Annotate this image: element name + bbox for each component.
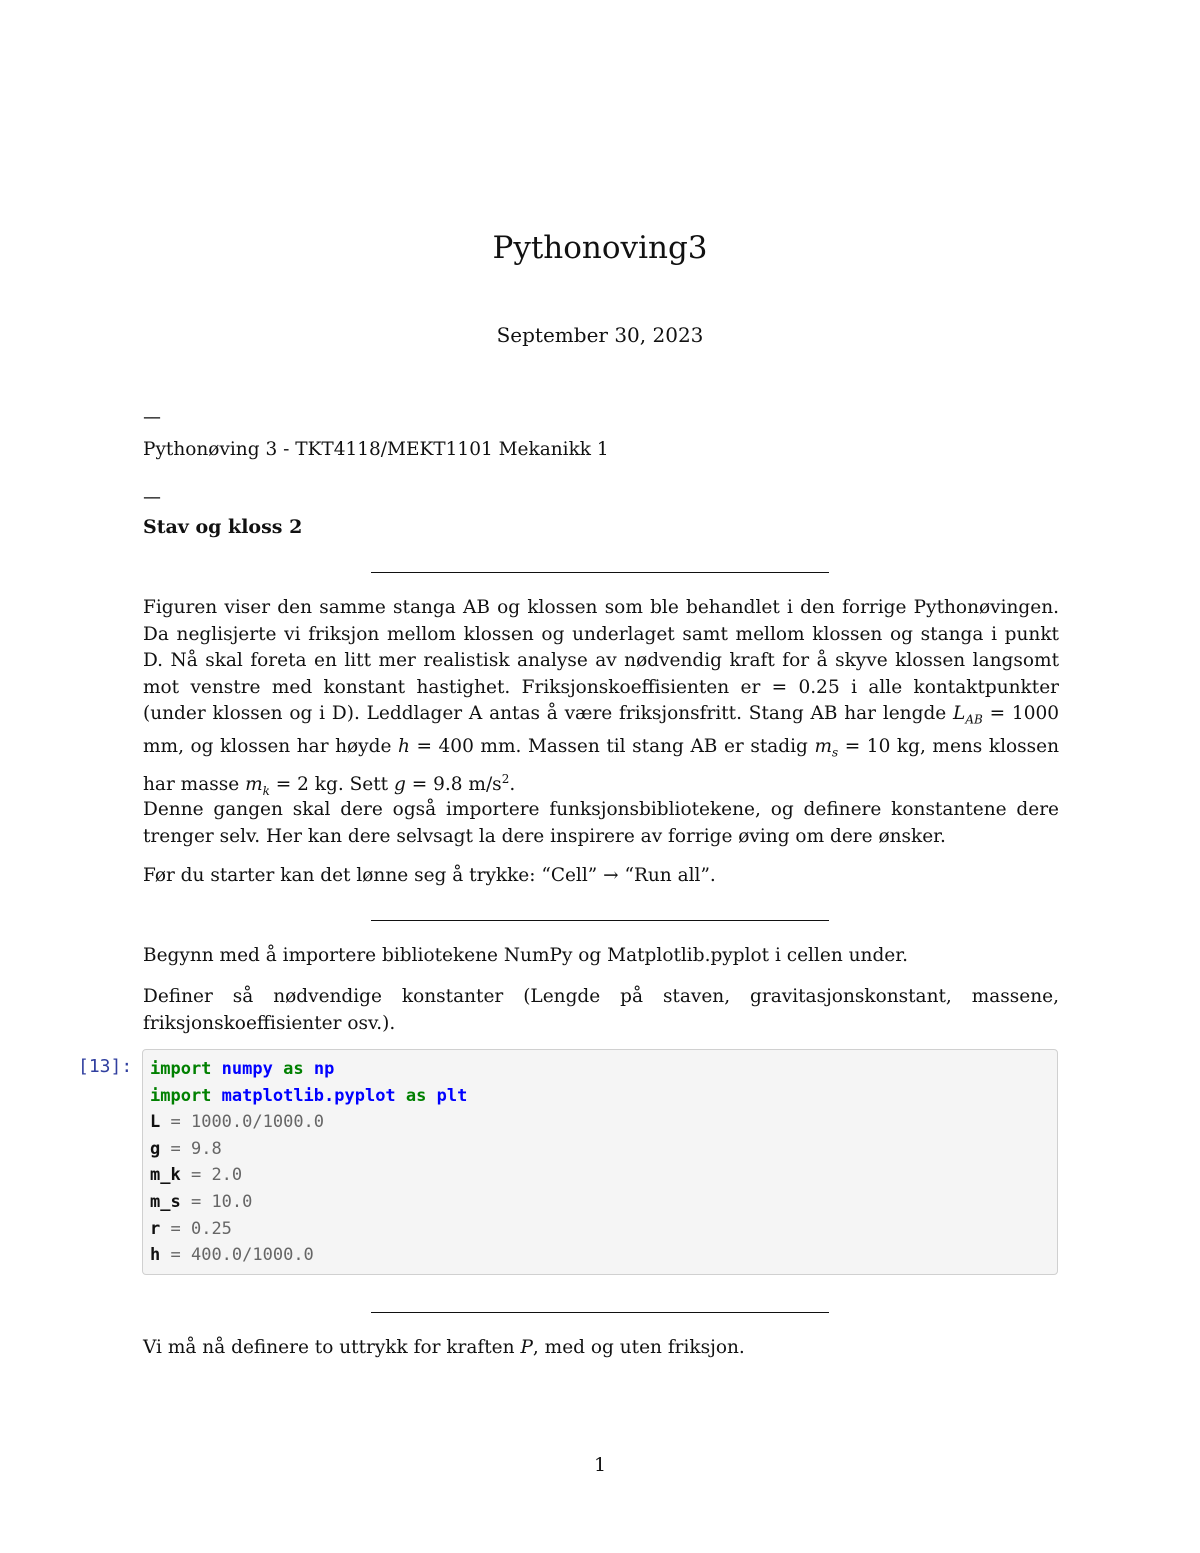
document-title: Pythonoving3 <box>492 230 708 266</box>
section-heading: Stav og kloss 2 <box>143 516 303 538</box>
code-line: r = 0.25 <box>150 1218 232 1239</box>
code-cell[interactable] <box>142 1049 1058 1275</box>
code-line: import numpy as np <box>150 1059 335 1079</box>
horizontal-rule <box>371 572 829 573</box>
code-line: L = 1000.0/1000.0 <box>150 1112 325 1133</box>
final-paragraph: Vi må nå definere to uttrykk for kraften P, med og uten friksjon. <box>143 1337 745 1358</box>
dash-separator: –– <box>143 484 159 508</box>
horizontal-rule <box>371 1312 829 1313</box>
code-line: m_s = 10.0 <box>150 1191 253 1212</box>
code-line: m_k = 2.0 <box>150 1165 243 1186</box>
document-date: September 30, 2023 <box>496 323 704 347</box>
subtitle: Pythonøving 3 - TKT4118/MEKT1101 Mekanikk 1 <box>143 439 609 460</box>
intro-paragraph: Figuren viser den samme stanga AB og klossen som ble behandlet i den forrige Pythonøvingen. Da neglisjerte vi friksjon mellom klossen og underlaget samt mellom klossen og stanga i punkt D. Nå skal foreta en litt mer realistisk analyse av nødvendig kraft for å skyve klossen langsomt mot venstre med konstant hastighet. Friksjonskoeffisienten er = 0.25 i alle kontaktpunkter (under klossen og i D). Leddlager A antas å være friksjonsfritt. Stang AB har lengde $L_{AB} = 1000$ mm, og klossen har høyde h = 400 mm. Massen til stang AB er stadig $m_s = 10$ kg, mens klossen har masse $m_k = 2$ kg. Sett g = 9.8 $m/s^2$. <box>143 597 1060 798</box>
cell-prompt: [13]: <box>78 1056 133 1077</box>
libraries-paragraph: Denne gangen skal dere også importere funksjonsbibliotekene, og definere konstantene dere trenger selv. Her kan dere selvsagt la dere inspirere av forrige øving om dere ønsker. <box>143 799 1059 847</box>
run-all-paragraph: Før du starter kan det lønne seg å trykke: “Cell” → “Run all”. <box>143 865 716 886</box>
code-line: g = 9.8 <box>150 1138 222 1159</box>
dash-separator: –– <box>143 404 159 428</box>
import-instructions: Begynn med å importere bibliotekene NumPy og Matplotlib.pyplot i cellen under. <box>143 945 908 966</box>
code-line: import matplotlib.pyplot as plt <box>150 1085 468 1106</box>
code-line: h = 400.0/1000.0 <box>150 1245 314 1266</box>
page-number: 1 <box>593 1454 607 1476</box>
horizontal-rule <box>371 920 829 921</box>
define-instructions: Definer så nødvendige konstanter (Lengde på staven, gravitasjonskonstant, massene, friksjonskoeffisienter osv.). <box>143 986 1059 1034</box>
